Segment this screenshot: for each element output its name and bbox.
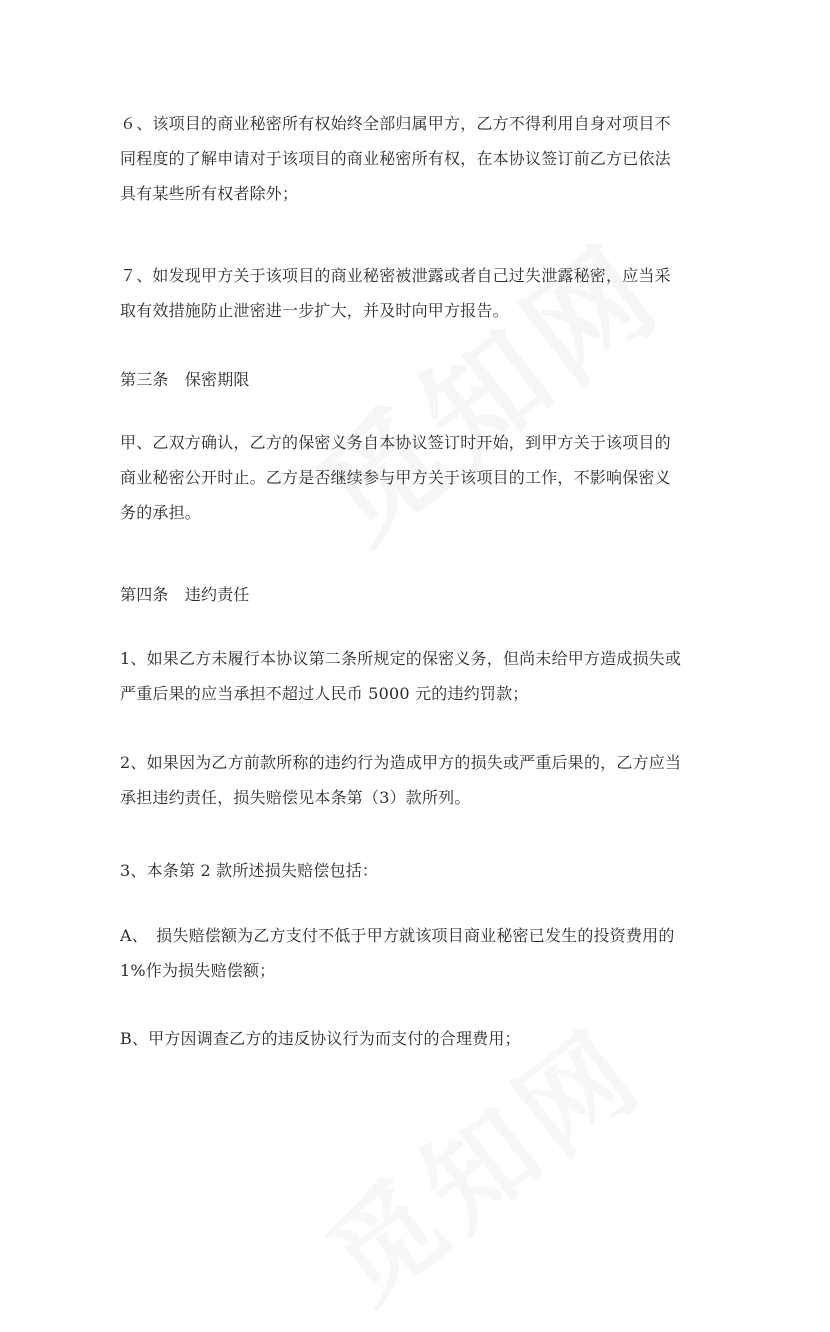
article-3-heading — [120, 362, 720, 397]
section-heading: 第四条 违约责任 — [120, 585, 250, 604]
text-line: 取有效措施防止泄密进一步扩大，并及时向甲方报告。 — [120, 301, 509, 320]
text-line: 具有某些所有权者除外； — [120, 184, 299, 203]
text-line: 同程度的了解申请对于该项目的商业秘密所有权，在本协议签订前乙方已依法 — [120, 149, 671, 168]
article-4-item-A — [120, 918, 720, 988]
text-line: ６、该项目的商业秘密所有权始终全部归属甲方，乙方不得利用自身对项目不 — [120, 114, 671, 133]
article-4-item-B — [120, 1021, 720, 1056]
text-line: 严重后果的应当承担不超过人民币 5000 元的违约罚款； — [120, 684, 529, 703]
article-4-item-1 — [120, 641, 720, 711]
text-line: 1、如果乙方未履行本协议第二条所规定的保密义务，但尚未给甲方造成损失或 — [120, 649, 682, 668]
text-line: ７、如发现甲方关于该项目的商业秘密被泄露或者自己过失泄露秘密，应当采 — [120, 266, 671, 285]
text-line: 甲、乙双方确认，乙方的保密义务自本协议签订时开始，到甲方关于该项目的 — [120, 433, 671, 452]
text-line: 3、本条第 2 款所述损失赔偿包括： — [120, 861, 379, 880]
text-line: A、 损失赔偿额为乙方支付不低于甲方就该项目商业秘密已发生的投资费用的 — [120, 926, 675, 945]
section-heading: 第三条 保密期限 — [120, 370, 250, 389]
article-4-item-2 — [120, 745, 720, 815]
article-3-body — [120, 425, 720, 530]
text-line: 务的承担。 — [120, 503, 202, 522]
article-4-heading — [120, 577, 720, 612]
text-line: 商业秘密公开时止。乙方是否继续参与甲方关于该项目的工作，不影响保密义 — [120, 468, 671, 487]
clause-7-paragraph — [120, 258, 720, 328]
text-line: 承担违约责任，损失赔偿见本条第（3）款所列。 — [120, 788, 471, 807]
text-line: 2、如果因为乙方前款所称的违约行为造成甲方的损失或严重后果的，乙方应当 — [120, 753, 682, 772]
text-line: B、甲方因调查乙方的违反协议行为而支付的合理费用； — [120, 1029, 521, 1048]
text-line: 1%作为损失赔偿额； — [120, 961, 276, 980]
clause-6-paragraph — [120, 106, 720, 211]
article-4-item-3 — [120, 853, 720, 888]
